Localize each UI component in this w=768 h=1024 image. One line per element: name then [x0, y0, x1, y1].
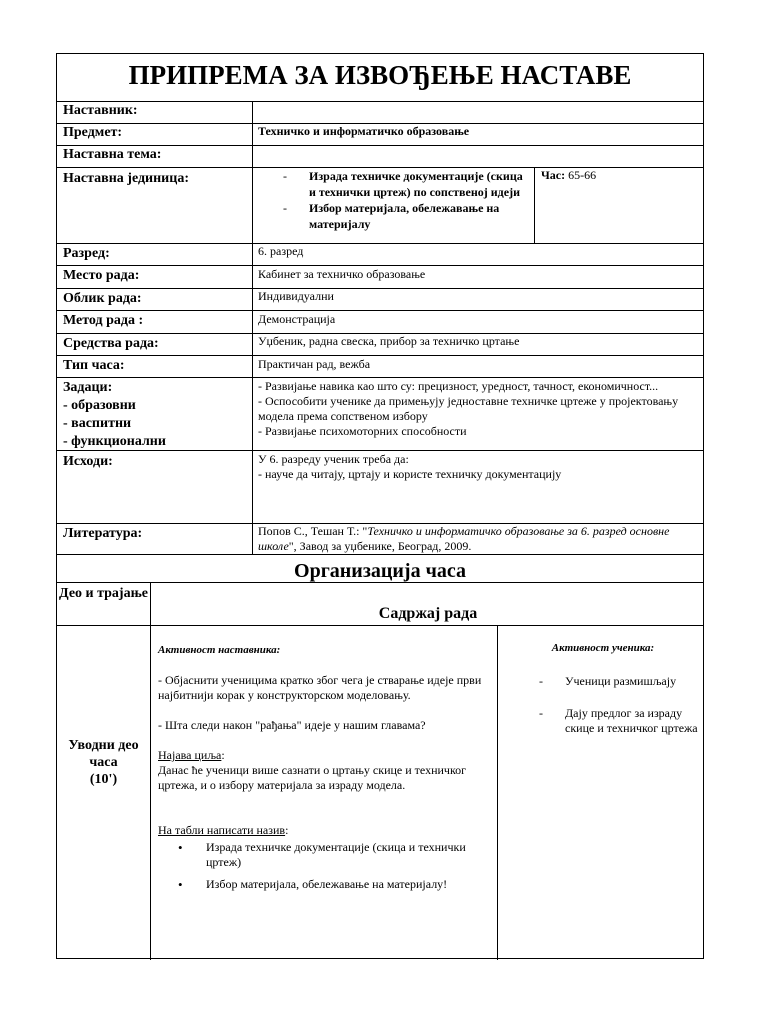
grade-label: Разред:: [63, 246, 110, 261]
row-divider: [57, 355, 703, 356]
list-item: • Израда техничке документације (скица и технички цртеж): [158, 840, 488, 870]
list-item: - Израда техничке документације (скица и технички цртеж) по сопственој идеји: [283, 168, 523, 200]
literature-publisher: ", Завод за уџбенике, Београд, 2009.: [288, 539, 472, 553]
outcomes-label: Исходи:: [63, 454, 113, 469]
row-divider: [57, 101, 703, 102]
student-activity-list: [505, 674, 701, 736]
goal-heading: Најава циља: [158, 748, 222, 762]
board-heading: На табли написати назив: [158, 823, 286, 837]
tasks-value: [258, 379, 698, 439]
row-divider: [57, 265, 703, 266]
task-item: - Оспособити ученике да примењују једноставне техничке цртеже у пројектовању модела према сопственом избору: [258, 394, 679, 423]
method-value: Демонстрација: [258, 312, 336, 326]
column-divider: [497, 625, 498, 960]
method-label: Метод рада :: [63, 313, 144, 328]
outcome-line: У 6. разреду ученик треба да:: [258, 452, 409, 466]
row-divider: [57, 243, 703, 244]
literature-authors: Попов С., Тешан Т.: ": [258, 524, 368, 538]
row-divider: [57, 310, 703, 311]
list-item: - Ученици размишљају: [539, 674, 701, 689]
form-value: Индивидуални: [258, 289, 334, 303]
unit-list: [283, 168, 523, 232]
page-title: ПРИПРЕМА ЗА ИЗВОЂЕЊЕ НАСТАВЕ: [128, 60, 632, 90]
tasks-label-line: Задаци:: [63, 380, 113, 395]
teacher-activity: [158, 643, 488, 899]
place-label: Место рада:: [63, 268, 140, 283]
task-item: - Развијање навика као што су: прецизност, уредност, тачност, економичност...: [258, 379, 659, 393]
intro-part-line: Уводни део: [68, 738, 139, 753]
column-divider: [150, 582, 151, 960]
list-item: • Избор материјала, обележавање на материјалу!: [158, 877, 488, 892]
row-divider: [57, 377, 703, 378]
intro-part-line: (10'): [89, 772, 118, 787]
literature-value: [258, 524, 700, 554]
list-item: - Избор материјала, обележавање на материјалу: [283, 200, 523, 232]
means-value: Уџбеник, радна свеска, прибор за техничко цртање: [258, 334, 520, 348]
topic-label: Наставна тема:: [63, 147, 162, 162]
tasks-label-line: - функционални: [63, 434, 166, 449]
task-item: - Развијање психомоторних способности: [258, 424, 467, 438]
goal-announcement: [158, 748, 488, 763]
column-divider: [534, 167, 535, 243]
type-label: Тип часа:: [63, 358, 125, 373]
goal-heading-colon: :: [221, 748, 225, 762]
lesson-number: [541, 168, 596, 183]
tasks-label-line: - васпитни: [63, 416, 132, 431]
unit-label: Наставна јединица:: [63, 171, 189, 186]
student-activity-heading: Активност ученика:: [551, 642, 655, 654]
literature-book-title: Техничко и информатичко образовање за 6. разред основне школе: [258, 524, 670, 553]
row-divider: [57, 288, 703, 289]
intro-part: [57, 737, 150, 788]
board-heading-colon: :: [285, 823, 289, 837]
list-item: - Дају предлог за израду скице и техничког цртежа: [539, 706, 701, 736]
teacher-label: Наставник:: [63, 103, 138, 118]
lesson-value: 65-66: [568, 168, 597, 182]
intro-part-line: часа: [89, 755, 118, 770]
tasks-label-line: - образовни: [63, 398, 136, 413]
lesson-plan-page: [56, 53, 704, 959]
tasks-label: [63, 379, 166, 451]
column-content: Садржај рада: [378, 605, 478, 622]
outcomes-value: [258, 452, 698, 482]
subject-value: Техничко и информатичко образовање: [258, 124, 470, 138]
subject-label: Предмет:: [63, 125, 123, 140]
row-divider: [57, 625, 703, 626]
board-list: [158, 840, 488, 892]
means-label: Средства рада:: [63, 336, 159, 351]
column-part-duration: Део и трајање: [59, 586, 148, 601]
form-label: Облик рада:: [63, 291, 142, 306]
teacher-activity-heading: Активност наставника:: [158, 644, 281, 656]
row-divider: [57, 554, 703, 555]
student-activity: [505, 641, 701, 753]
place-value: Кабинет за техничко образовање: [258, 267, 426, 281]
teacher-activity-paragraph: - Шта следи након "рађања" идеје у нашим главама?: [158, 718, 426, 732]
organization-title: Организација часа: [294, 560, 466, 582]
board-instruction: [158, 823, 488, 838]
goal-text: Данас ће ученици више сазнати о цртању скице и техничког цртежа, и о избору материјала за израду модела.: [158, 763, 467, 792]
literature-label: Литература:: [63, 526, 143, 541]
grade-value: 6. разред: [258, 244, 304, 258]
lesson-label: Час:: [541, 168, 566, 182]
outcome-line: - науче да читају, цртају и користе техничку документацију: [258, 467, 562, 481]
column-divider: [252, 101, 253, 554]
type-value: Практичан рад, вежба: [258, 357, 371, 371]
teacher-activity-paragraph: - Објаснити ученицима кратко због чега је стварање идеје први најбитнији корак у конструкторском моделовању.: [158, 673, 482, 702]
